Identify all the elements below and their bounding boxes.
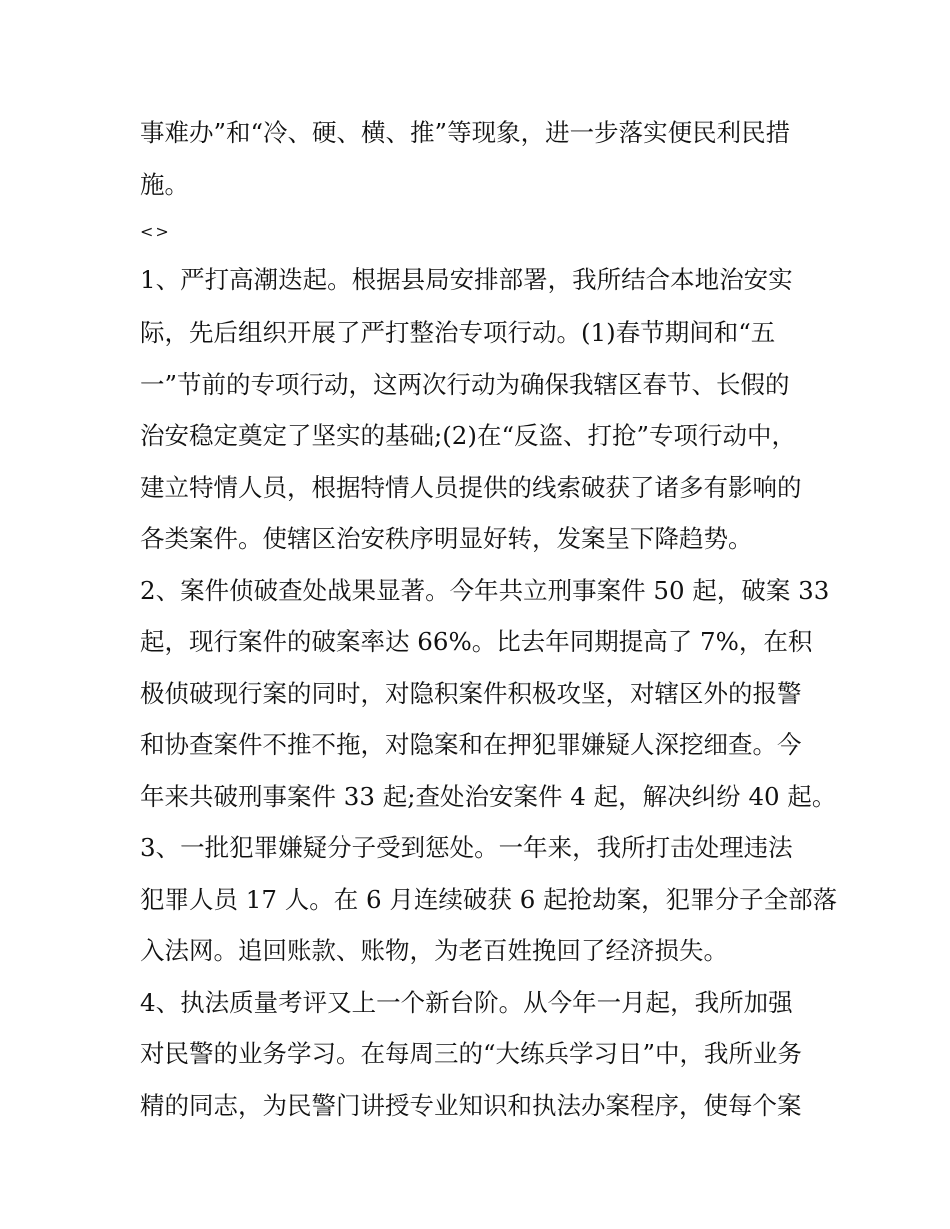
body-text [140, 107, 838, 1131]
text-line: 年来共破刑事案件 33 起;查处治安案件 4 起，解决纠纷 40 起。 [140, 781, 837, 811]
text-line: 施。 [140, 169, 189, 199]
text-line: 事难办”和“冷、硬、横、推”等现象，进一步落实便民利民措 [140, 118, 791, 147]
text-line-placeholder: <> [140, 222, 171, 241]
text-line: 治安稳定奠定了坚实的基础;(2)在“反盗、打抢”专项行动中， [140, 421, 797, 450]
text-line: 4、执法质量考评又上一个新台阶。从今年一月起，我所加强 [140, 987, 793, 1017]
text-line: 各类案件。使辖区治安秩序明显好转，发案呈下降趋势。 [140, 524, 753, 553]
text-line: 入法网。追回账款、账物，为老百姓挽回了经济损失。 [140, 936, 728, 965]
text-line: 犯罪人员 17 人。在 6 月连续破获 6 起抢劫案，犯罪分子全部落 [140, 884, 838, 914]
text-line: 1、严打高潮迭起。根据县局安排部署，我所结合本地治安实 [140, 265, 793, 294]
text-line: 精的同志，为民警门讲授专业知识和执法办案程序，使每个案 [140, 1090, 802, 1120]
text-line: 2、案件侦破查处战果显著。今年共立刑事案件 50 起，破案 33 [140, 575, 830, 605]
text-line: 起，现行案件的破案率达 66%。比去年同期提高了 7%，在积 [140, 627, 813, 656]
text-line: 3、一批犯罪嫌疑分子受到惩处。一年来，我所打击处理违法 [140, 833, 793, 862]
text-line: 和协查案件不推不拖，对隐案和在押犯罪嫌疑人深挖细查。今 [140, 730, 802, 759]
text-line: 极侦破现行案的同时，对隐积案件积极攻坚，对辖区外的报警 [140, 678, 802, 708]
text-line: 一”节前的专项行动，这两次行动为确保我辖区春节、长假的 [140, 369, 790, 399]
text-line: 建立特情人员，根据特情人员提供的线索破获了诸多有影响的 [140, 472, 802, 502]
text-line: 际，先后组织开展了严打整治专项行动。(1)春节期间和“五 [140, 318, 776, 347]
text-line: 对民警的业务学习。在每周三的“大练兵学习日”中，我所业务 [140, 1039, 803, 1068]
